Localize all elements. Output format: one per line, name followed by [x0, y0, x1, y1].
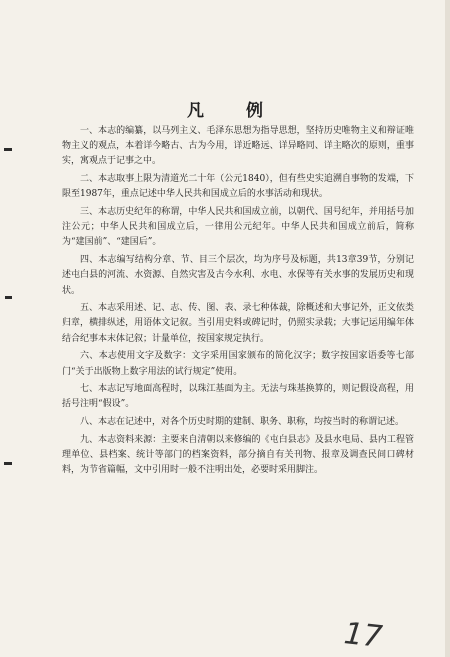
paragraph-4: 四、本志编写结构分章、节、目三个层次，均为序号及标题，共13章39节，分别记述屯白县的河流、水资源、自然灾害及古今水利、水电、水保等有关水事的发展历史和现状。 — [62, 255, 414, 296]
paragraph-3: 三、本志历史纪年的称谓，中华人民共和国成立前，以朝代、国号纪年，并用括号加注公元；中华人民共和国成立后，一律用公元纪年。中华人民共和国成立前后，简称为“建国前”、“建国后”。 — [62, 207, 414, 248]
paragraph-8: 八、本志在记述中，对各个历史时期的建制、职务、职称，均按当时的称谓记述。 — [80, 417, 405, 428]
paragraph-1: 一、本志的编纂，以马列主义、毛泽东思想为指导思想，坚持历史唯物主义和辩证唯物主义的观点，本着详今略古、古为今用，详近略远、详异略同、详主略次的原则，重事实，寓观点于记事之中。 — [62, 126, 414, 167]
scan-mark-middle — [5, 296, 12, 299]
scan-mark-top — [4, 148, 12, 151]
scan-mark-bottom — [4, 462, 12, 465]
paragraph-9: 九、本志资料来源：主要来自清朝以来修编的《屯白县志》及县水电局、县内工程管理单位、县档案、统计等部门的档案资料，部分摘自有关刊物、报章及调查民间口碑材料，为节省篇幅，文中引用时一般不注明出处，必要时采用脚注。 — [62, 434, 414, 476]
paragraph-2: 二、本志取事上限为清道光二十年（公元1840），但有些史实追溯自事物的发端，下限至1987年，重点记述中华人民共和国成立后的水事活动和现状。 — [62, 174, 414, 200]
paragraph-6: 六、本志使用文字及数字：文字采用国家颁布的简化汉字；数字按国家语委等七部门“关于出版物上数字用法的试行规定”使用。 — [62, 351, 414, 377]
page-title: 凡 例 — [187, 101, 281, 121]
document-body — [62, 124, 414, 481]
paragraph-5: 五、本志采用述、记、志、传、图、表、录七种体裁，除概述和大事记外，正文依类归章，横排纵述，用语体文记叙。当引用史料或碑记时，仍照实录载；大事记运用编年体结合纪事本末体记叙；计量单位，按国家规定执行。 — [62, 303, 414, 344]
paragraph-7: 七、本志记写地面高程时，以珠江基面为主。无法与珠基换算的，则记假设高程，用括号注明“假设”。 — [62, 384, 414, 410]
handwritten-page-number: 17 — [342, 616, 384, 655]
